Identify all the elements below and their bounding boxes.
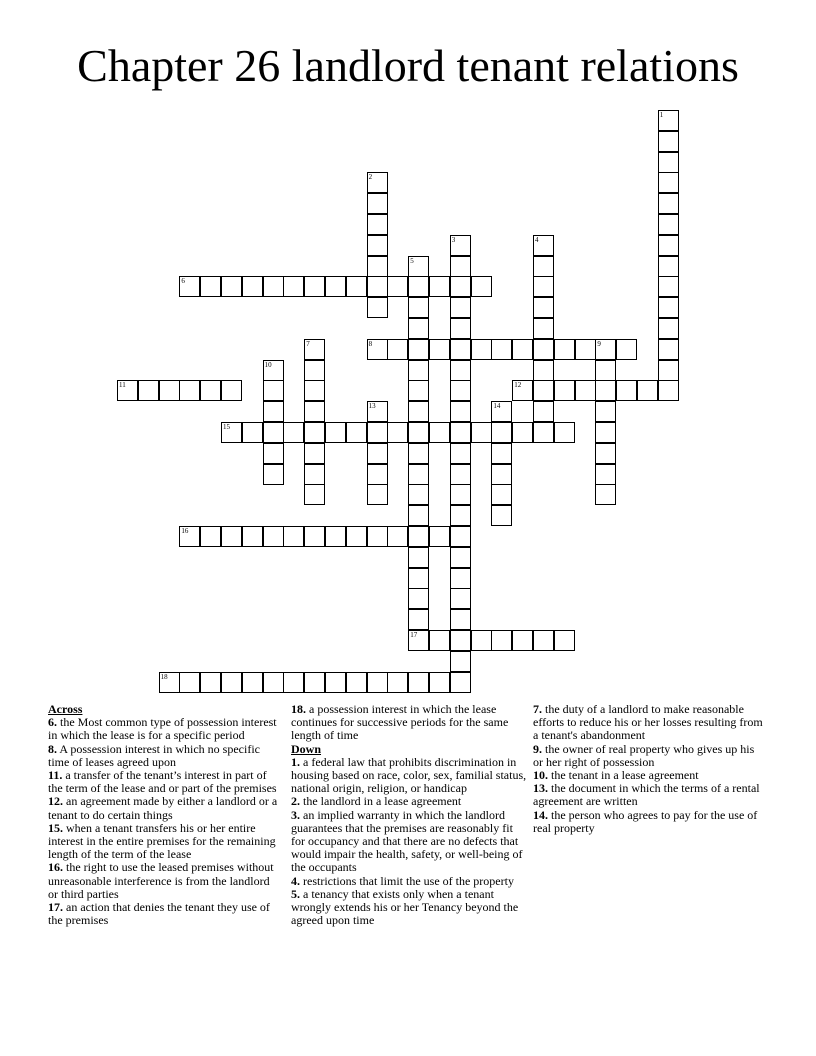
grid-cell[interactable]	[367, 526, 388, 547]
grid-cell[interactable]	[450, 672, 471, 693]
grid-cell[interactable]	[658, 110, 679, 131]
grid-cell[interactable]	[658, 235, 679, 256]
grid-cell[interactable]	[408, 526, 429, 547]
grid-cell[interactable]	[491, 630, 512, 651]
grid-cell[interactable]	[450, 360, 471, 381]
grid-cell[interactable]	[554, 380, 575, 401]
grid-cell[interactable]	[491, 505, 512, 526]
grid-cell[interactable]	[658, 276, 679, 297]
grid-cell[interactable]	[325, 672, 346, 693]
grid-cell[interactable]	[450, 256, 471, 277]
grid-cell[interactable]	[429, 276, 450, 297]
grid-cell[interactable]	[325, 276, 346, 297]
grid-cell[interactable]	[429, 422, 450, 443]
grid-cell[interactable]	[595, 422, 616, 443]
clue-across-8[interactable]: 8. A possession interest in which no specific time of leases agreed upon	[48, 741, 260, 769]
clue-across-15[interactable]: 15. when a tenant transfers his or her entire interest in the entire premises for the remaining length of the term of the lease	[48, 820, 276, 862]
grid-cell[interactable]	[387, 672, 408, 693]
clue-number: 4	[535, 235, 539, 244]
grid-cell[interactable]	[658, 214, 679, 235]
grid-cell[interactable]	[491, 484, 512, 505]
grid-cell[interactable]	[616, 380, 637, 401]
grid-cell[interactable]	[325, 526, 346, 547]
grid-cell[interactable]	[450, 380, 471, 401]
grid-cell[interactable]	[512, 422, 533, 443]
clue-down-10[interactable]: 10. the tenant in a lease agreement	[533, 768, 699, 783]
grid-cell[interactable]	[595, 380, 616, 401]
grid-cell[interactable]	[658, 380, 679, 401]
clue-number: 1	[659, 111, 664, 119]
clue-number: 10	[264, 360, 272, 369]
grid-cell[interactable]	[533, 276, 554, 297]
grid-cell[interactable]	[346, 526, 367, 547]
grid-cell[interactable]	[491, 422, 512, 443]
grid-cell[interactable]	[450, 609, 471, 630]
grid-cell[interactable]	[387, 339, 408, 360]
grid-cell[interactable]	[221, 380, 242, 401]
grid-cell[interactable]	[387, 422, 408, 443]
grid-cell[interactable]	[450, 484, 471, 505]
grid-cell[interactable]	[450, 630, 471, 651]
grid-cell[interactable]	[595, 443, 616, 464]
grid-cell[interactable]	[658, 339, 679, 360]
grid-cell[interactable]	[450, 297, 471, 318]
grid-cell[interactable]	[491, 401, 512, 422]
grid-cell[interactable]	[512, 339, 533, 360]
clue-number: 13	[368, 402, 376, 411]
grid-cell[interactable]	[533, 318, 554, 339]
grid-cell[interactable]	[367, 422, 388, 443]
grid-cell[interactable]	[533, 235, 554, 256]
clue-number: 3	[451, 235, 456, 244]
grid-cell[interactable]	[533, 339, 554, 360]
grid-cell[interactable]	[429, 339, 450, 360]
grid-cell[interactable]	[304, 484, 325, 505]
grid-cell[interactable]	[367, 443, 388, 464]
clue-number: 6	[181, 277, 185, 286]
grid-cell[interactable]	[263, 360, 284, 381]
grid-cell[interactable]	[263, 464, 284, 485]
grid-cell[interactable]	[450, 318, 471, 339]
grid-cell[interactable]	[450, 547, 471, 568]
grid-cell[interactable]	[263, 276, 284, 297]
grid-cell[interactable]	[658, 172, 679, 193]
grid-cell[interactable]	[408, 464, 429, 485]
grid-cell[interactable]	[263, 401, 284, 422]
grid-cell[interactable]	[387, 526, 408, 547]
grid-cell[interactable]	[408, 568, 429, 589]
grid-cell[interactable]	[471, 422, 492, 443]
clue-number: 14	[493, 402, 501, 411]
clue-down-13[interactable]: 13. the document in which the terms of a rental agreement are written	[533, 781, 760, 809]
clue-number: 15	[223, 423, 230, 431]
grid-cell[interactable]	[221, 276, 242, 297]
grid-cell[interactable]	[283, 422, 304, 443]
down-heading: Down	[291, 741, 322, 756]
grid-cell[interactable]	[408, 547, 429, 568]
grid-cell[interactable]	[242, 276, 263, 297]
grid-cell[interactable]	[367, 401, 388, 422]
grid-cell[interactable]	[242, 526, 263, 547]
grid-cell[interactable]	[595, 464, 616, 485]
grid-cell[interactable]	[179, 672, 200, 693]
grid-cell[interactable]	[554, 339, 575, 360]
grid-cell[interactable]	[304, 422, 325, 443]
grid-cell[interactable]	[450, 339, 471, 360]
clue-across-11[interactable]: 11. a transfer of the tenant’s interest in part of the term of the lease and or part of the premises	[48, 768, 277, 796]
clue-down-1[interactable]: 1. a federal law that prohibits discrimination in housing based on race, color, sex, familial status, national origin, religion, or handicap	[291, 754, 527, 796]
clue-number: 7	[306, 339, 310, 348]
grid-cell[interactable]	[450, 422, 471, 443]
clue-column-1	[48, 703, 282, 927]
grid-cell[interactable]	[408, 672, 429, 693]
grid-cell[interactable]	[263, 672, 284, 693]
grid-cell[interactable]	[616, 339, 637, 360]
grid-cell[interactable]	[367, 464, 388, 485]
grid-cell[interactable]	[450, 401, 471, 422]
grid-cell[interactable]	[242, 422, 263, 443]
grid-cell[interactable]	[304, 401, 325, 422]
grid-cell[interactable]	[450, 526, 471, 547]
clue-down-5[interactable]: 5. a tenancy that exists only when a tenant wrongly extends his or her Tenancy beyond the agreed upon time	[291, 886, 519, 928]
grid-cell[interactable]	[304, 276, 325, 297]
grid-cell[interactable]	[408, 318, 429, 339]
clue-down-3[interactable]: 3. an implied warranty in which the landlord guarantees that the premises are reasonably fit for occupancy and that there are no defects that would impair the health, safety, or well-being of the occupants	[291, 807, 523, 875]
clue-number: 16	[181, 527, 189, 535]
grid-cell[interactable]	[595, 484, 616, 505]
clue-column-2	[291, 703, 527, 927]
clue-number: 5	[410, 256, 414, 265]
grid-cell[interactable]	[221, 422, 242, 443]
grid-cell[interactable]	[346, 422, 367, 443]
grid-cell[interactable]	[367, 256, 388, 277]
grid-cell[interactable]	[658, 256, 679, 277]
grid-cell[interactable]	[429, 630, 450, 651]
grid-cell[interactable]	[658, 318, 679, 339]
grid-cell[interactable]	[367, 339, 388, 360]
grid-cell[interactable]	[533, 630, 554, 651]
grid-cell[interactable]	[450, 464, 471, 485]
grid-cell[interactable]	[450, 276, 471, 297]
grid-cell[interactable]	[491, 464, 512, 485]
grid-cell[interactable]	[408, 380, 429, 401]
grid-cell[interactable]	[263, 380, 284, 401]
clue-number: 17	[410, 631, 418, 639]
grid-cell[interactable]	[554, 422, 575, 443]
grid-cell[interactable]	[263, 422, 284, 443]
grid-cell[interactable]	[408, 422, 429, 443]
grid-cell[interactable]	[221, 672, 242, 693]
grid-cell[interactable]	[595, 360, 616, 381]
grid-cell[interactable]	[346, 276, 367, 297]
grid-cell[interactable]	[283, 276, 304, 297]
grid-cell[interactable]	[595, 401, 616, 422]
grid-cell[interactable]	[304, 380, 325, 401]
grid-cell[interactable]	[304, 360, 325, 381]
grid-cell[interactable]	[325, 422, 346, 443]
grid-cell[interactable]	[450, 443, 471, 464]
grid-cell[interactable]	[450, 568, 471, 589]
grid-cell[interactable]	[658, 131, 679, 152]
grid-cell[interactable]	[554, 630, 575, 651]
grid-cell[interactable]	[533, 360, 554, 381]
grid-cell[interactable]	[429, 672, 450, 693]
grid-cell[interactable]	[408, 609, 429, 630]
grid-cell[interactable]	[387, 276, 408, 297]
grid-cell[interactable]	[408, 484, 429, 505]
grid-cell[interactable]	[595, 339, 616, 360]
grid-cell[interactable]	[200, 526, 221, 547]
grid-cell[interactable]	[346, 672, 367, 693]
clue-number: 12	[514, 381, 522, 390]
grid-cell[interactable]	[367, 172, 388, 193]
grid-cell[interactable]	[367, 672, 388, 693]
grid-cell[interactable]	[408, 339, 429, 360]
grid-cell[interactable]	[408, 630, 429, 651]
clue-down-2[interactable]: 2. the landlord in a lease agreement	[291, 794, 462, 809]
clue-column-3	[533, 703, 765, 835]
clue-across-16[interactable]: 16. the right to use the leased premises without unreasonable interference is from the landlord or third parties	[48, 860, 274, 901]
clue-number: 2	[368, 173, 373, 182]
grid-cell[interactable]	[304, 464, 325, 485]
grid-cell[interactable]	[242, 672, 263, 693]
clue-across-17[interactable]: 17. an action that denies the tenant they use of the premises	[48, 900, 270, 928]
grid-cell[interactable]	[263, 526, 284, 547]
clue-across-18[interactable]: 18. a possession interest in which the lease continues for successive periods for the same length of time	[291, 702, 509, 743]
grid-cell[interactable]	[408, 297, 429, 318]
grid-cell[interactable]	[179, 526, 200, 547]
grid-cell[interactable]	[429, 526, 450, 547]
grid-cell[interactable]	[367, 484, 388, 505]
grid-cell[interactable]	[658, 152, 679, 173]
clue-across-6[interactable]: 6. the Most common type of possession interest in which the lease is for a specific period	[48, 715, 277, 743]
grid-cell[interactable]	[637, 380, 658, 401]
grid-cell[interactable]	[283, 672, 304, 693]
grid-cell[interactable]	[159, 672, 180, 693]
puzzle-title: Chapter 26 landlord tenant relations	[77, 40, 739, 91]
grid-cell[interactable]	[575, 380, 596, 401]
grid-cell[interactable]	[304, 526, 325, 547]
clue-number: 9	[597, 339, 601, 348]
grid-cell[interactable]	[159, 380, 180, 401]
grid-cell[interactable]	[512, 630, 533, 651]
grid-cell[interactable]	[658, 193, 679, 214]
grid-cell[interactable]	[200, 380, 221, 401]
grid-cell[interactable]	[200, 276, 221, 297]
grid-cell[interactable]	[408, 276, 429, 297]
grid-cell[interactable]	[512, 380, 533, 401]
grid-cell[interactable]	[408, 505, 429, 526]
grid-cell[interactable]	[367, 193, 388, 214]
clue-across-12[interactable]: 12. an agreement made by either a landlord or a tenant to do certain things	[48, 794, 278, 822]
grid-cell[interactable]	[533, 297, 554, 318]
clue-down-9[interactable]: 9. the owner of real property who gives up his or her right of possession	[533, 741, 755, 769]
grid-cell[interactable]	[408, 443, 429, 464]
grid-cell[interactable]	[471, 276, 492, 297]
grid-cell[interactable]	[408, 588, 429, 609]
grid-cell[interactable]	[408, 256, 429, 277]
grid-cell[interactable]	[367, 297, 388, 318]
grid-cell[interactable]	[179, 380, 200, 401]
grid-cell[interactable]	[367, 214, 388, 235]
grid-cell[interactable]	[221, 526, 242, 547]
grid-cell[interactable]	[491, 443, 512, 464]
grid-cell[interactable]	[367, 235, 388, 256]
grid-cell[interactable]	[367, 276, 388, 297]
grid-cell[interactable]	[471, 630, 492, 651]
grid-cell[interactable]	[471, 339, 492, 360]
clue-number: 18	[160, 672, 168, 681]
grid-cell[interactable]	[533, 401, 554, 422]
grid-cell[interactable]	[450, 235, 471, 256]
clue-number: 8	[368, 339, 373, 348]
grid-cell[interactable]	[491, 339, 512, 360]
grid-cell[interactable]	[658, 297, 679, 318]
grid-cell[interactable]	[450, 651, 471, 672]
grid-cell[interactable]	[533, 256, 554, 277]
grid-cell[interactable]	[450, 505, 471, 526]
clue-down-7[interactable]: 7. the duty of a landlord to make reasonable efforts to reduce his or her losses resulting from a tenant's abandonment	[533, 702, 763, 743]
grid-cell[interactable]	[304, 443, 325, 464]
grid-cell[interactable]	[263, 443, 284, 464]
grid-cell[interactable]	[200, 672, 221, 693]
grid-cell[interactable]	[117, 380, 138, 401]
clue-number: 11	[119, 381, 126, 390]
grid-cell[interactable]	[138, 380, 159, 401]
grid-cell[interactable]	[658, 360, 679, 381]
grid-cell[interactable]	[533, 422, 554, 443]
clue-down-4[interactable]: 4. restrictions that limit the use of the property	[291, 873, 514, 888]
grid-cell[interactable]	[283, 526, 304, 547]
across-heading: Across	[48, 702, 83, 716]
grid-cell[interactable]	[408, 360, 429, 381]
grid-cell[interactable]	[304, 672, 325, 693]
grid-cell[interactable]	[533, 380, 554, 401]
grid-cell[interactable]	[179, 276, 200, 297]
clue-down-14[interactable]: 14. the person who agrees to pay for the use of real property	[533, 807, 758, 835]
grid-cell[interactable]	[408, 401, 429, 422]
grid-cell[interactable]	[575, 339, 596, 360]
grid-cell[interactable]	[450, 588, 471, 609]
grid-cell[interactable]	[304, 339, 325, 360]
